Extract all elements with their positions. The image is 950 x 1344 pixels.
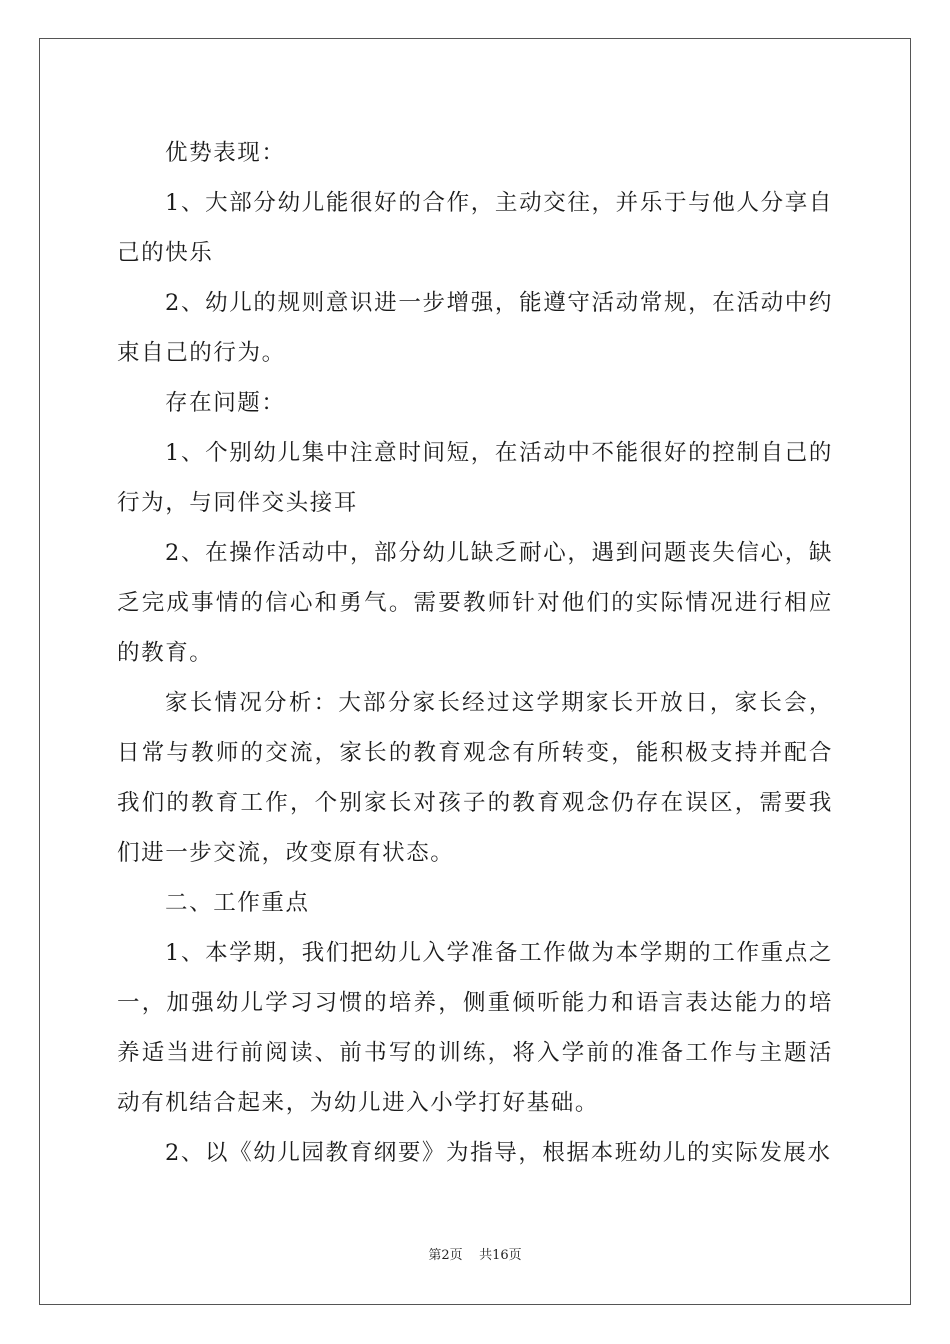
paragraph-work-focus-1: 1、本学期，我们把幼儿入学准备工作做为本学期的工作重点之一，加强幼儿学习习惯的培养，侧重倾听能力和语言表达能力的培养适当进行前阅读、前书写的训练，将入学前的准备工作与主题活动有机结合起来，为幼儿进入小学打好基础。 [117,940,833,1116]
paragraph-work-focus-heading: 二、工作重点 [165,890,310,916]
page-number: 第2页 [428,1248,463,1263]
paragraph-problem-1: 1、个别幼儿集中注意时间短，在活动中不能很好的控制自己的行为，与同伴交头接耳 [117,440,833,516]
paragraph-problem-2: 2、在操作活动中，部分幼儿缺乏耐心，遇到问题丧失信心，缺乏完成事情的信心和勇气。需要教师针对他们的实际情况进行相应的教育。 [117,540,833,666]
paragraph-parent-analysis: 家长情况分析：大部分家长经过这学期家长开放日，家长会，日常与教师的交流，家长的教育观念有所转变，能积极支持并配合我们的教育工作，个别家长对孩子的教育观念仍存在误区，需要我们进一步交流，改变原有状态。 [117,690,833,866]
paragraph-problems-heading: 存在问题： [165,390,286,416]
paragraph-advantages-heading: 优势表现： [165,140,286,166]
paragraph-advantage-1: 1、大部分幼儿能很好的合作，主动交往，并乐于与他人分享自己的快乐 [117,190,833,266]
page-footer [0,1244,950,1263]
total-pages: 共16页 [479,1248,522,1263]
paragraph-work-focus-2: 2、以《幼儿园教育纲要》为指导，根据本班幼儿的实际发展水 [165,1140,832,1166]
document-body [117,128,833,1178]
paragraph-advantage-2: 2、幼儿的规则意识进一步增强，能遵守活动常规，在活动中约束自己的行为。 [117,290,833,366]
